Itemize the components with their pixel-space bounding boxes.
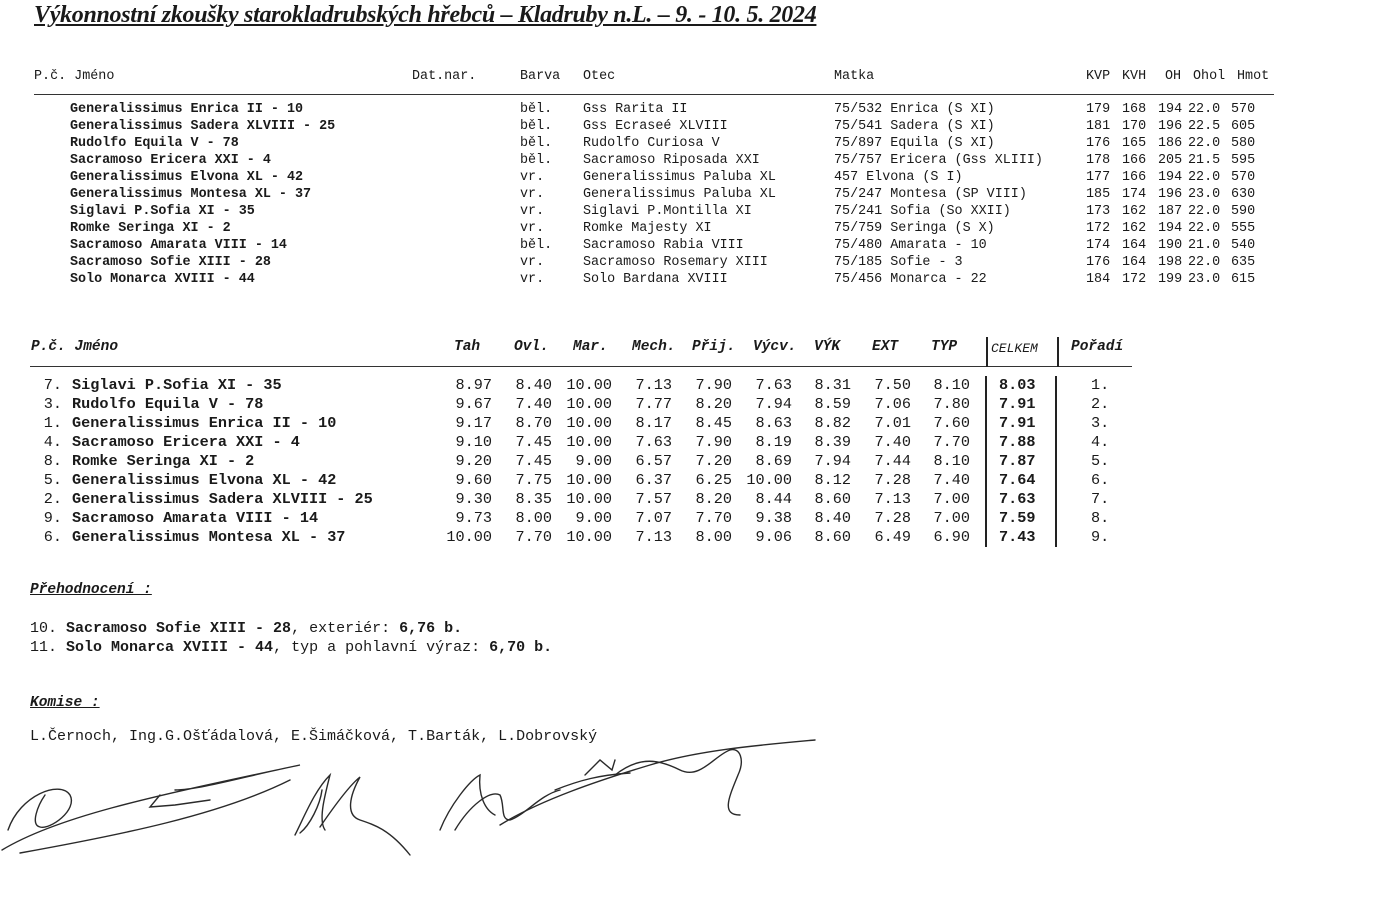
measurement: 23.0 xyxy=(1188,187,1221,202)
color: běl. xyxy=(520,238,553,253)
score: 8.40 xyxy=(814,509,851,527)
score: 6.57 xyxy=(635,452,672,470)
score: 8.19 xyxy=(755,433,792,451)
horse-name: Siglavi P.Sofia XI - 35 xyxy=(70,204,255,219)
score: 10.00 xyxy=(566,433,612,451)
table2-col-header: Tah xyxy=(454,339,481,355)
horse-name: Generalissimus Elvona XL - 42 xyxy=(70,170,304,185)
table1-col-header: Barva xyxy=(520,69,561,84)
measurement: 630 xyxy=(1231,187,1256,202)
row-number: 1. xyxy=(43,414,62,432)
score: 7.13 xyxy=(635,528,672,546)
horse-name: Generalissimus Montesa XL - 37 xyxy=(72,528,346,546)
measurement: 187 xyxy=(1158,204,1183,219)
score: 7.63 xyxy=(635,433,672,451)
signature-1 xyxy=(2,765,300,853)
score: 9.00 xyxy=(575,452,612,470)
horse-name: Sacramoso Amarata VIII - 14 xyxy=(72,509,319,527)
table1-col-header: KVP xyxy=(1086,69,1111,84)
score: 7.45 xyxy=(515,452,552,470)
score: 7.44 xyxy=(874,452,911,470)
score: 7.13 xyxy=(874,490,911,508)
measurement: 21.5 xyxy=(1188,153,1221,168)
horse-name: Generalissimus Enrica II - 10 xyxy=(70,102,304,117)
score: 8.60 xyxy=(814,490,851,508)
measurement: 570 xyxy=(1231,170,1256,185)
measurement: 22.0 xyxy=(1188,170,1221,185)
horse-name: Generalissimus Montesa XL - 37 xyxy=(70,187,312,202)
measurement: 570 xyxy=(1231,102,1256,117)
score: 7.70 xyxy=(695,509,732,527)
reassessment-item xyxy=(30,620,462,637)
measurement: 172 xyxy=(1122,272,1147,287)
table2-col-header: CELKEM xyxy=(991,341,1038,356)
sire: Sacramoso Rabia VIII xyxy=(583,238,744,253)
assessment-note: , typ a pohlavní výraz: xyxy=(273,639,490,656)
table1-col-header: Otec xyxy=(583,69,616,84)
measurement: 178 xyxy=(1086,153,1111,168)
color: vr. xyxy=(520,170,545,185)
score: 8.39 xyxy=(814,433,851,451)
measurement: 198 xyxy=(1158,255,1183,270)
color: vr. xyxy=(520,187,545,202)
score: 8.10 xyxy=(933,452,970,470)
score: 8.31 xyxy=(814,376,851,394)
row-number: 4. xyxy=(43,433,62,451)
page-title: Výkonnostní zkoušky starokladrubských hřebců – Kladruby n.L. – 9. - 10. 5. 2024 xyxy=(34,2,817,28)
measurement: 174 xyxy=(1086,238,1111,253)
table2-col-header: VÝK xyxy=(814,339,841,355)
header-divider-right xyxy=(1057,337,1059,367)
measurement: 23.0 xyxy=(1188,272,1221,287)
table1-col-header: KVH xyxy=(1122,69,1147,84)
measurement: 540 xyxy=(1231,238,1256,253)
table2-col-header: Mar. xyxy=(573,339,608,355)
score: 10.00 xyxy=(746,471,792,489)
signature-2 xyxy=(295,775,410,855)
color: vr. xyxy=(520,255,545,270)
measurement: 590 xyxy=(1231,204,1256,219)
sire: Siglavi P.Montilla XI xyxy=(583,204,752,219)
total-score: 7.88 xyxy=(999,433,1036,451)
score: 7.77 xyxy=(635,395,672,413)
score: 7.60 xyxy=(933,414,970,432)
dam: 75/241 Sofia (So XXII) xyxy=(834,204,1011,219)
score: 8.63 xyxy=(755,414,792,432)
signatures-image xyxy=(0,735,830,865)
reassessment-label: Přehodnocení : xyxy=(30,582,152,598)
horse-name: Sacramoso Sofie XIII - 28 xyxy=(66,620,292,637)
sire: Sacramoso Rosemary XIII xyxy=(583,255,768,270)
score: 7.40 xyxy=(515,395,552,413)
table1-col-header: Ohol xyxy=(1193,69,1226,84)
score: 8.35 xyxy=(515,490,552,508)
measurement: 194 xyxy=(1158,102,1183,117)
measurement: 22.0 xyxy=(1188,255,1221,270)
table2-col-header: P.č. Jméno xyxy=(31,339,119,355)
measurement: 170 xyxy=(1122,119,1147,134)
horse-name: Sacramoso Ericera XXI - 4 xyxy=(70,153,271,168)
measurement: 22.0 xyxy=(1188,136,1221,151)
reassessment-item xyxy=(30,639,552,656)
rank: 9. xyxy=(1091,528,1110,546)
total-score: 7.63 xyxy=(999,490,1036,508)
score: 10.00 xyxy=(566,395,612,413)
color: vr. xyxy=(520,221,545,236)
sire: Romke Majesty XI xyxy=(583,221,712,236)
score: 6.37 xyxy=(635,471,672,489)
score: 9.00 xyxy=(575,509,612,527)
score: 7.57 xyxy=(635,490,672,508)
dam: 75/757 Ericera (Gss XLIII) xyxy=(834,153,1043,168)
score: 8.20 xyxy=(695,490,732,508)
horse-name: Sacramoso Sofie XIII - 28 xyxy=(70,255,271,270)
score: 8.00 xyxy=(515,509,552,527)
horse-name: Solo Monarca XVIII - 44 xyxy=(70,272,255,287)
score: 9.60 xyxy=(455,471,492,489)
measurement: 190 xyxy=(1158,238,1183,253)
table2-col-header: Výcv. xyxy=(753,339,797,355)
score: 7.75 xyxy=(515,471,552,489)
score: 8.17 xyxy=(635,414,672,432)
horse-name: Rudolfo Equila V - 78 xyxy=(70,136,239,151)
score: 7.90 xyxy=(695,376,732,394)
rank: 7. xyxy=(1091,490,1110,508)
score: 9.20 xyxy=(455,452,492,470)
commission-label: Komise : xyxy=(30,695,100,711)
measurement: 168 xyxy=(1122,102,1147,117)
color: běl. xyxy=(520,119,553,134)
measurement: 21.0 xyxy=(1188,238,1221,253)
measurement: 173 xyxy=(1086,204,1111,219)
score: 7.06 xyxy=(874,395,911,413)
measurement: 164 xyxy=(1122,238,1147,253)
assessment-score: 6,70 b. xyxy=(489,639,553,656)
measurement: 196 xyxy=(1158,187,1183,202)
horse-name: Generalissimus Elvona XL - 42 xyxy=(72,471,337,489)
item-number: 10. xyxy=(30,620,67,637)
total-score: 7.91 xyxy=(999,414,1036,432)
measurement: 615 xyxy=(1231,272,1256,287)
total-column-divider-right xyxy=(1055,376,1057,547)
score: 7.40 xyxy=(933,471,970,489)
measurement: 595 xyxy=(1231,153,1256,168)
score: 8.45 xyxy=(695,414,732,432)
measurement: 184 xyxy=(1086,272,1111,287)
score: 8.00 xyxy=(695,528,732,546)
score: 7.90 xyxy=(695,433,732,451)
measurement: 194 xyxy=(1158,221,1183,236)
table1-col-header: Matka xyxy=(834,69,875,84)
total-score: 7.91 xyxy=(999,395,1036,413)
table2-col-header: Přij. xyxy=(692,339,736,355)
measurement: 181 xyxy=(1086,119,1111,134)
row-number: 8. xyxy=(43,452,62,470)
score: 10.00 xyxy=(566,528,612,546)
rank: 4. xyxy=(1091,433,1110,451)
score: 8.97 xyxy=(455,376,492,394)
score: 10.00 xyxy=(566,376,612,394)
color: vr. xyxy=(520,204,545,219)
rank: 5. xyxy=(1091,452,1110,470)
horse-name: Generalissimus Enrica II - 10 xyxy=(72,414,337,432)
row-number: 6. xyxy=(43,528,62,546)
assessment-note: , exteriér: xyxy=(291,620,400,637)
rank: 3. xyxy=(1091,414,1110,432)
score: 10.00 xyxy=(566,471,612,489)
total-score: 7.87 xyxy=(999,452,1036,470)
table1-col-header: Hmot xyxy=(1237,69,1270,84)
score: 9.67 xyxy=(455,395,492,413)
measurement: 162 xyxy=(1122,221,1147,236)
measurement: 186 xyxy=(1158,136,1183,151)
total-column-divider xyxy=(985,376,987,547)
measurement: 176 xyxy=(1086,255,1111,270)
table1-col-header: P.č. Jméno xyxy=(34,69,115,84)
score: 7.70 xyxy=(933,433,970,451)
measurement: 174 xyxy=(1122,187,1147,202)
measurement: 555 xyxy=(1231,221,1256,236)
measurement: 166 xyxy=(1122,153,1147,168)
score: 7.07 xyxy=(635,509,672,527)
sire: Solo Bardana XVIII xyxy=(583,272,728,287)
score: 9.73 xyxy=(455,509,492,527)
measurement: 176 xyxy=(1086,136,1111,151)
score: 7.80 xyxy=(933,395,970,413)
horse-name: Siglavi P.Sofia XI - 35 xyxy=(72,376,282,394)
measurement: 165 xyxy=(1122,136,1147,151)
score: 7.63 xyxy=(755,376,792,394)
table2-col-header: EXT xyxy=(872,339,899,355)
measurement: 22.0 xyxy=(1188,204,1221,219)
score: 9.10 xyxy=(455,433,492,451)
dam: 75/456 Monarca - 22 xyxy=(834,272,987,287)
row-number: 5. xyxy=(43,471,62,489)
dam: 75/541 Sadera (S XI) xyxy=(834,119,995,134)
table2-col-header: Mech. xyxy=(632,339,676,355)
row-number: 7. xyxy=(43,376,62,394)
total-score: 7.64 xyxy=(999,471,1036,489)
color: běl. xyxy=(520,102,553,117)
table2-col-header: TYP xyxy=(931,339,958,355)
score: 7.28 xyxy=(874,471,911,489)
score: 8.44 xyxy=(755,490,792,508)
score: 8.69 xyxy=(755,452,792,470)
sire: Gss Rarita II xyxy=(583,102,688,117)
measurement: 164 xyxy=(1122,255,1147,270)
dam: 75/532 Enrica (S XI) xyxy=(834,102,995,117)
row-number: 9. xyxy=(43,509,62,527)
score: 8.20 xyxy=(695,395,732,413)
total-score: 7.59 xyxy=(999,509,1036,527)
horse-name: Rudolfo Equila V - 78 xyxy=(72,395,264,413)
table2-col-header: Pořadí xyxy=(1071,339,1124,355)
sire: Sacramoso Riposada XXI xyxy=(583,153,760,168)
score: 9.06 xyxy=(755,528,792,546)
horse-name: Romke Seringa XI - 2 xyxy=(72,452,255,470)
score: 7.70 xyxy=(515,528,552,546)
horse-name: Generalissimus Sadera XLVIII - 25 xyxy=(72,490,373,508)
row-number: 2. xyxy=(43,490,62,508)
table2-header-rule xyxy=(30,366,1132,367)
dam: 75/897 Equila (S XI) xyxy=(834,136,995,151)
color: běl. xyxy=(520,136,553,151)
color: vr. xyxy=(520,272,545,287)
score: 7.00 xyxy=(933,509,970,527)
score: 7.13 xyxy=(635,376,672,394)
score: 7.94 xyxy=(755,395,792,413)
color: běl. xyxy=(520,153,553,168)
total-score: 8.03 xyxy=(999,376,1036,394)
measurement: 166 xyxy=(1122,170,1147,185)
score: 8.12 xyxy=(814,471,851,489)
horse-name: Sacramoso Amarata VIII - 14 xyxy=(70,238,287,253)
table1-header-rule xyxy=(34,94,1274,95)
score: 9.17 xyxy=(455,414,492,432)
measurement: 194 xyxy=(1158,170,1183,185)
measurement: 605 xyxy=(1231,119,1256,134)
sire: Generalissimus Paluba XL xyxy=(583,187,776,202)
measurement: 196 xyxy=(1158,119,1183,134)
score: 7.50 xyxy=(874,376,911,394)
dam: 457 Elvona (S I) xyxy=(834,170,963,185)
sire: Gss Ecraseé XLVIII xyxy=(583,119,728,134)
score: 10.00 xyxy=(566,414,612,432)
measurement: 185 xyxy=(1086,187,1111,202)
score: 7.94 xyxy=(814,452,851,470)
total-score: 7.43 xyxy=(999,528,1036,546)
score: 8.10 xyxy=(933,376,970,394)
score: 7.00 xyxy=(933,490,970,508)
score: 6.25 xyxy=(695,471,732,489)
horse-name: Sacramoso Ericera XXI - 4 xyxy=(72,433,300,451)
dam: 75/480 Amarata - 10 xyxy=(834,238,987,253)
score: 6.90 xyxy=(933,528,970,546)
sire: Generalissimus Paluba XL xyxy=(583,170,776,185)
rank: 8. xyxy=(1091,509,1110,527)
measurement: 179 xyxy=(1086,102,1111,117)
score: 7.20 xyxy=(695,452,732,470)
score: 6.49 xyxy=(874,528,911,546)
measurement: 205 xyxy=(1158,153,1183,168)
measurement: 172 xyxy=(1086,221,1111,236)
score: 7.01 xyxy=(874,414,911,432)
rank: 2. xyxy=(1091,395,1110,413)
table1-col-header: OH xyxy=(1165,69,1182,84)
rank: 1. xyxy=(1091,376,1110,394)
rank: 6. xyxy=(1091,471,1110,489)
dam: 75/185 Sofie - 3 xyxy=(834,255,963,270)
dam: 75/247 Montesa (SP VIII) xyxy=(834,187,1027,202)
commission-members: L.Černoch, Ing.G.Ošťádalová, E.Šimáčková, T.Barták, L.Dobrovský xyxy=(30,728,598,745)
measurement: 22.0 xyxy=(1188,221,1221,236)
horse-name: Generalissimus Sadera XLVIII - 25 xyxy=(70,119,336,134)
score: 8.60 xyxy=(814,528,851,546)
item-number: 11. xyxy=(30,639,67,656)
score: 10.00 xyxy=(446,528,492,546)
dam: 75/759 Seringa (S X) xyxy=(834,221,995,236)
score: 10.00 xyxy=(566,490,612,508)
signature-3 xyxy=(440,740,815,830)
score: 8.40 xyxy=(515,376,552,394)
assessment-score: 6,76 b. xyxy=(399,620,463,637)
score: 8.59 xyxy=(814,395,851,413)
horse-name: Romke Seringa XI - 2 xyxy=(70,221,231,236)
table1-col-header: Dat.nar. xyxy=(412,69,477,84)
measurement: 177 xyxy=(1086,170,1111,185)
score: 7.40 xyxy=(874,433,911,451)
table2-col-header: Ovl. xyxy=(514,339,549,355)
measurement: 22.5 xyxy=(1188,119,1221,134)
score: 9.38 xyxy=(755,509,792,527)
horse-name: Solo Monarca XVIII - 44 xyxy=(66,639,274,656)
measurement: 162 xyxy=(1122,204,1147,219)
header-divider-left xyxy=(986,337,988,367)
measurement: 22.0 xyxy=(1188,102,1221,117)
measurement: 635 xyxy=(1231,255,1256,270)
sire: Rudolfo Curiosa V xyxy=(583,136,720,151)
score: 7.45 xyxy=(515,433,552,451)
measurement: 580 xyxy=(1231,136,1256,151)
score: 7.28 xyxy=(874,509,911,527)
measurement: 199 xyxy=(1158,272,1183,287)
score: 9.30 xyxy=(455,490,492,508)
score: 8.70 xyxy=(515,414,552,432)
row-number: 3. xyxy=(43,395,62,413)
score: 8.82 xyxy=(814,414,851,432)
